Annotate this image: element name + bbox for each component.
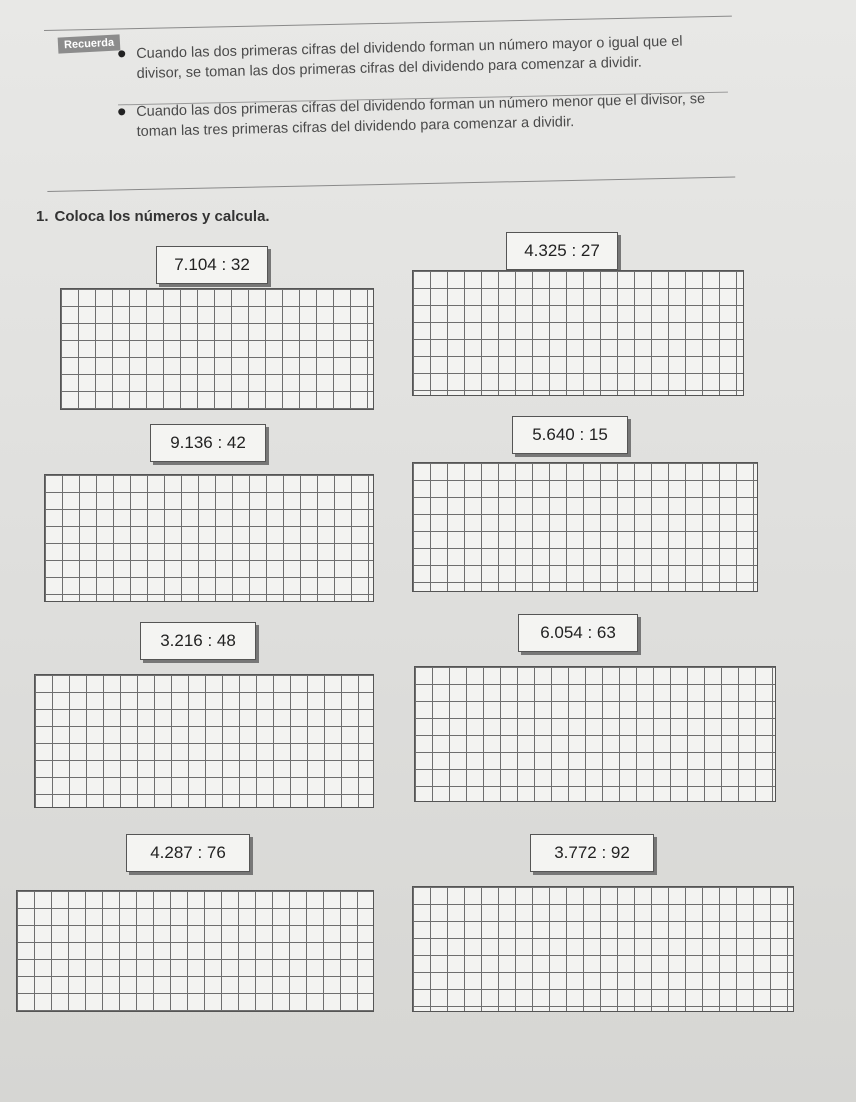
division-label-3: 9.136 : 42 [150, 424, 266, 462]
division-label-7: 4.287 : 76 [126, 834, 250, 872]
answer-grid-4[interactable] [412, 462, 758, 592]
answer-grid-3[interactable] [44, 474, 374, 602]
exercise-heading [36, 208, 270, 225]
recuerda-label: Recuerda [58, 34, 121, 53]
answer-grid-8[interactable] [412, 886, 794, 1012]
rule-2-text: Cuando las dos primeras cifras del dividendo forman un número menor que el divisor, se toman las tres primeras cifras del dividendo para comenzar a dividir. [136, 91, 706, 140]
answer-grid-1[interactable] [60, 288, 374, 410]
answer-grid-5[interactable] [34, 674, 374, 808]
division-label-1: 7.104 : 32 [156, 246, 268, 284]
division-label-6: 6.054 : 63 [518, 614, 638, 652]
division-label-4: 5.640 : 15 [512, 416, 628, 454]
answer-grid-6[interactable] [414, 666, 776, 802]
answer-grid-2[interactable] [412, 270, 744, 396]
division-label-8: 3.772 : 92 [530, 834, 654, 872]
answer-grid-7[interactable] [16, 890, 374, 1012]
rule-1-text: Cuando las dos primeras cifras del dividendo forman un número mayor o igual que el divisor, se toman las dos primeras cifras del dividendo para comenzar a dividir. [136, 33, 683, 82]
division-label-2: 4.325 : 27 [506, 232, 618, 270]
exercise-instruction: Coloca los números y calcula. [54, 208, 270, 225]
division-label-5: 3.216 : 48 [140, 622, 256, 660]
exercise-number: 1. [36, 208, 49, 225]
